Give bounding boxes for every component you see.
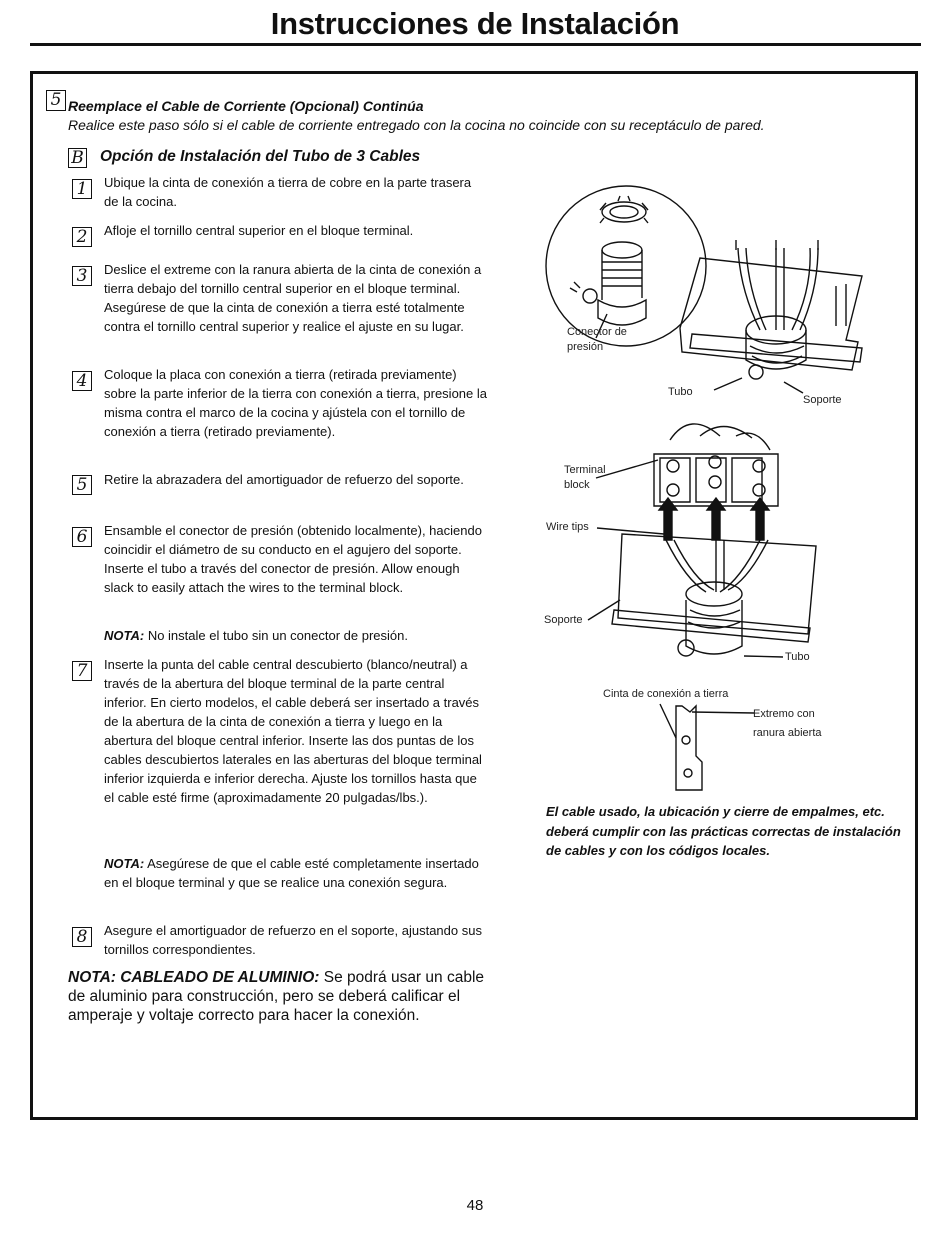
page-number: 48 [466,1197,484,1214]
section-number-box: 5 [46,90,66,111]
label-tubo-bottom: Tubo [785,651,810,663]
figure-caption: El cable usado, la ubicación y cierre de empalmes, etc. deberá cumplir con las prácticas correctas de instalación de cables y con los códigos locales. [546,804,901,858]
label-terminal-block: Terminal block [564,464,606,491]
label-cinta: Cinta de conexión a tierra [603,688,729,700]
step-number-box: 4 [72,371,92,391]
step-text: Ubique la cinta de conexión a tierra de cobre en la parte trasera de la cocina. [104,175,472,209]
step-text: Inserte la punta del cable central descubierto (blanco/neutral) a través de la abertura del bloque terminal de la parte central inferior. En cierto modelos, el cable deberá ser insertado a través de la abertura de la cinta de conexión a tierra y luego en la abertura del bloque central inferior. Inserte las dos puntas de los cables descubiertos laterales en las aberturas del bloque terminal inferior izquierda e inferior derecha. Ajuste los tornillos hasta que el cable esté firme (aproximadamente 20 pulgadas/lbs.). [104,657,482,805]
label-soporte-bottom: Soporte [544,614,583,626]
note-text: Asegúrese de que el cable esté completamente insertado en el bloque terminal y que se realice una conexión segura. [104,856,479,890]
aluminum-note-text: Se podrá usar un cable de aluminio para construcción, pero se deberá calificar el amperaje y voltaje correcto para hacer la conexión. [68,969,485,1024]
step-text: Afloje el tornillo central superior en el bloque terminal. [104,223,414,238]
note-label: NOTA: [104,628,145,643]
step-text: Coloque la placa con conexión a tierra (retirada previamente) sobre la parte inferior de la tierra con conexión a tierra, presione la misma contra el marco de la cocina y ajústela con el tornillo de conexión a tierra (retirado previamente). [104,367,487,439]
step-text: Asegure el amortiguador de refuerzo en el soporte, ajustando sus tornillos correspondientes. [104,923,482,957]
step-text: Deslice el extreme con la ranura abierta de la cinta de conexión a tierra debajo del tornillo central superior en el bloque terminal. Asegúrese de que la cinta de conexión a tierra esté totalmente contra el tornillo central superior y realice el ajuste en su lugar. [104,262,482,334]
section-heading: Reemplace el Cable de Corriente (Opcional) Continúa [68,98,424,114]
step-text: Retire la abrazadera del amortiguador de refuerzo del soporte. [104,472,464,487]
title-rule [30,43,921,46]
step-number-box: 2 [72,227,92,247]
step-number-box: 3 [72,266,92,286]
step-number-box: 1 [72,179,92,199]
label-soporte-top: Soporte [803,394,842,406]
step-number-box: 5 [72,475,92,495]
step-number-box: 7 [72,661,92,681]
step-number-box: 8 [72,927,92,947]
label-conector-presion: Conector de presión [567,326,627,353]
note-text: No instale el tubo sin un conector de presión. [144,628,408,643]
label-extremo: Extremo con ranura abierta [753,708,822,739]
note-label: NOTA: [104,856,145,871]
option-letter-box: B [68,148,87,168]
aluminum-note-label: NOTA: CABLEADO DE ALUMINIO: [68,969,320,986]
option-heading: Opción de Instalación del Tubo de 3 Cables [100,148,421,165]
aluminum-note [68,968,488,1025]
step-text: Ensamble el conector de presión (obtenido localmente), haciendo coincidir el diámetro de su conducto en el agujero del soporte. Inserte el tubo a través del conector de presión. Allow enough slack to easily attach the wires to the terminal block. [104,523,482,595]
step-number-box: 6 [72,527,92,547]
step-note [104,854,488,892]
label-wire-tips: Wire tips [546,521,589,533]
label-tubo-top: Tubo [668,386,693,398]
page-title: Instrucciones de Instalación [270,6,680,41]
section-subheading: Realice este paso sólo si el cable de corriente entregado con la cocina no coincide con su receptáculo de pared. [68,117,765,133]
step-note [104,626,488,645]
